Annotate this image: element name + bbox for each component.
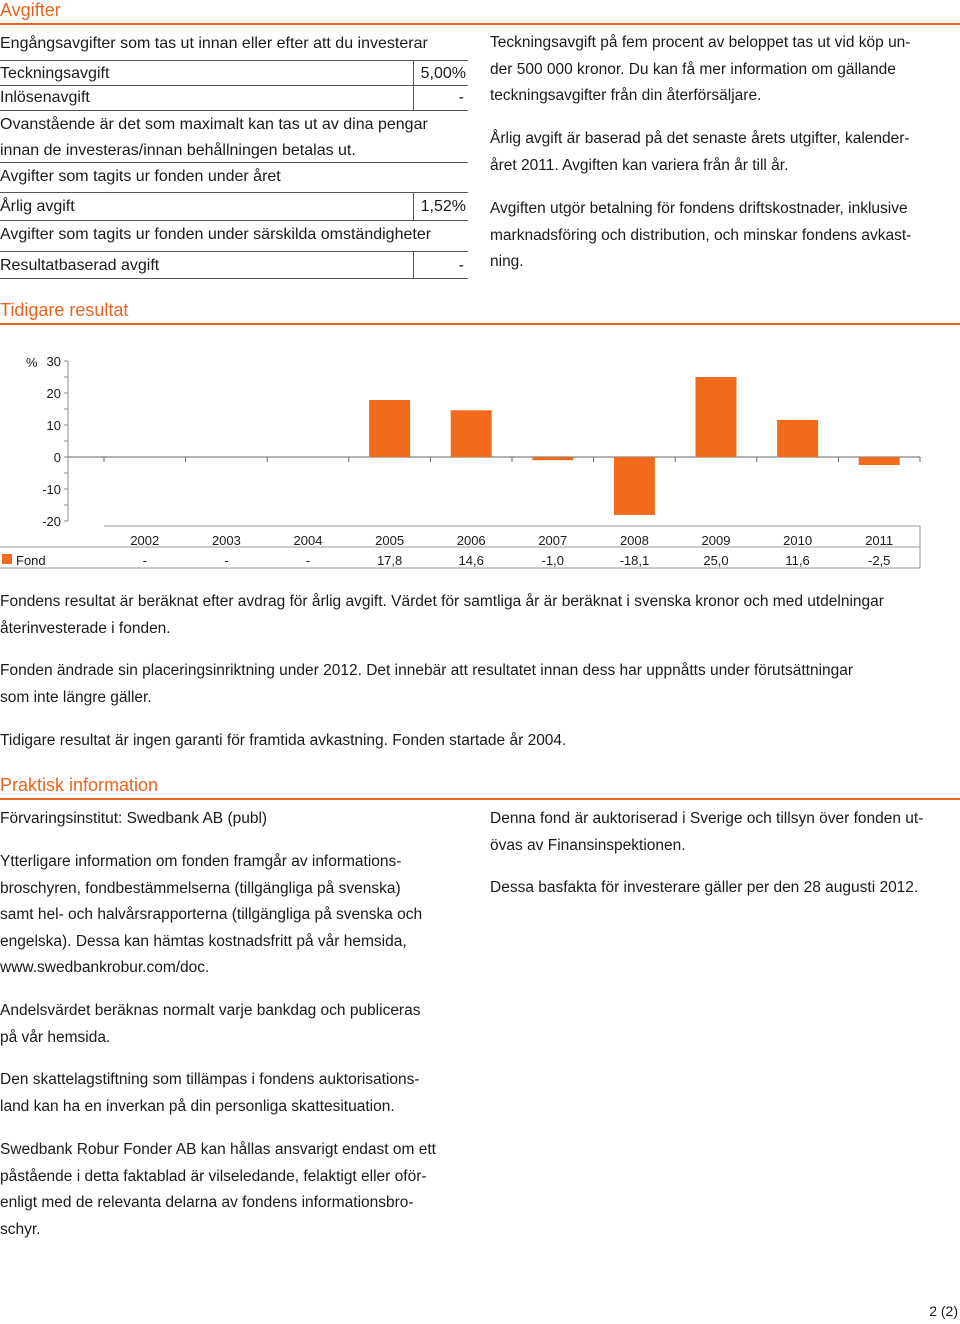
- value-label: -: [224, 553, 229, 568]
- text-line: marknadsföring och distribution, och minskar fondens avkast-: [490, 226, 912, 244]
- divider: [0, 110, 468, 111]
- y-axis-unit: %: [26, 355, 38, 370]
- note-line: innan de investeras/innan behållningen betalas ut.: [0, 142, 356, 159]
- bar-2011: [859, 457, 900, 465]
- bar-2010: [777, 420, 818, 457]
- fee-label: Resultatbaserad avgift: [0, 257, 160, 274]
- fee-row-annual: [0, 196, 468, 218]
- text-line: Swedbank Robur Fonder AB kan hållas ansvarigt endast om ett: [0, 1141, 436, 1158]
- text-line: engelska). Dessa kan hämtas kostnadsfritt på vår hemsida,: [0, 932, 407, 950]
- text-line: Årlig avgift är baserad på det senaste årets utgifter, kalender-: [490, 130, 910, 147]
- bar-2008: [614, 457, 655, 515]
- custodian-text: Förvaringsinstitut: Swedbank AB (publ): [0, 810, 268, 827]
- bar-2009: [696, 377, 737, 457]
- fee-explanation-costs: [490, 196, 911, 276]
- divider: [0, 278, 468, 279]
- year-label: 2011: [865, 533, 894, 548]
- fee-value: -: [458, 257, 464, 274]
- divider: [0, 162, 468, 163]
- performance-chart: [0, 340, 960, 580]
- value-label: -: [305, 553, 311, 568]
- year-label: 2005: [375, 533, 405, 548]
- fee-explanation-subscription: [490, 30, 910, 110]
- divider: [0, 192, 468, 193]
- divider: [0, 220, 468, 221]
- text-line: www.swedbankrobur.com/doc.: [0, 959, 210, 976]
- authorization-text: [490, 806, 923, 859]
- fee-row-subscription: [0, 63, 468, 85]
- fee-label: Teckningsavgift: [0, 65, 110, 82]
- value-label: -: [142, 553, 147, 568]
- year-label: 2003: [211, 533, 241, 548]
- text-line: ning.: [490, 253, 524, 270]
- yearly-fees-heading: Avgifter som tagits ur fonden under året: [0, 168, 281, 185]
- validity-text: Dessa basfakta för investerare gäller per den 28 augusti 2012.: [490, 879, 919, 896]
- year-label: 2007: [538, 533, 568, 548]
- more-info-text: [0, 849, 422, 982]
- section-rule: [0, 23, 960, 25]
- text-line: på vår hemsida.: [0, 1028, 111, 1046]
- divider: [0, 60, 468, 61]
- value-label: -2,5: [867, 553, 891, 568]
- text-line: teckningsavgifter från din återförsäljare.: [490, 87, 762, 104]
- legend-swatch: [2, 554, 12, 564]
- value-label: 25,0: [703, 553, 729, 568]
- y-tick-label: 10: [46, 418, 61, 433]
- text-line: samt hel- och halvårsrapporterna (tillgängliga på svenska och: [0, 906, 423, 923]
- divider: [413, 192, 414, 220]
- year-label: 2002: [130, 533, 160, 548]
- section-title-history: Tidigare resultat: [0, 300, 129, 320]
- value-label: -18,1: [619, 553, 650, 568]
- text-line: återinvesterade i fonden.: [0, 619, 171, 637]
- y-tick-label: -10: [42, 482, 61, 497]
- divider: [413, 251, 414, 278]
- fee-explanation-annual: [490, 126, 910, 179]
- bar-2005: [369, 400, 410, 457]
- oneoff-fees-heading: Engångsavgifter som tas ut innan eller efter att du investerar: [0, 35, 428, 52]
- fee-value: 5,00%: [420, 65, 466, 82]
- fee-row-redemption: [0, 87, 468, 109]
- year-label: 2009: [701, 533, 731, 548]
- section-rule: [0, 323, 960, 325]
- year-label: 2008: [619, 533, 649, 548]
- value-label: -1,0: [541, 553, 565, 568]
- text-line: enligt med de relevanta delarna av fondens informationsbro-: [0, 1194, 414, 1211]
- bar-2007: [532, 457, 573, 460]
- fee-label: Årlig avgift: [0, 198, 75, 215]
- max-fee-note: [0, 112, 468, 164]
- page-number: 2 (2): [929, 1303, 958, 1319]
- text-line: året 2011. Avgiften kan variera från år till år.: [490, 156, 789, 174]
- liability-text: [0, 1137, 436, 1243]
- text-line: Denna fond är auktoriserad i Sverige och tillsyn över fonden ut-: [490, 810, 924, 827]
- text-line: Avgiften utgör betalning för fondens driftskostnader, inklusive: [490, 200, 908, 217]
- fee-row-performance: [0, 255, 468, 277]
- text-line: schyr.: [0, 1220, 41, 1238]
- bar-2006: [451, 410, 492, 457]
- divider: [0, 85, 468, 86]
- value-label: 14,6: [458, 553, 484, 568]
- text-line: Andelsvärdet beräknas normalt varje bankdag och publiceras: [0, 1002, 421, 1019]
- y-tick-label: 0: [53, 450, 61, 465]
- y-tick-label: -20: [42, 514, 61, 529]
- text-line: Fonden ändrade sin placeringsinriktning under 2012. Det innebär att resultatet innan dess har uppnåtts under förutsättningar: [0, 662, 854, 679]
- special-fees-heading: Avgifter som tagits ur fonden under särskilda omständigheter: [0, 226, 432, 243]
- section-title-fees: Avgifter: [0, 0, 61, 20]
- value-label: 11,6: [785, 553, 810, 568]
- text-line: påstående i detta faktablad är vilseledande, felaktigt eller oför-: [0, 1167, 427, 1185]
- fee-label: Inlösenavgift: [0, 89, 90, 106]
- text-line: der 500 000 kronor. Du kan få mer information om gällande: [490, 60, 896, 78]
- text-line: övas av Finansinspektionen.: [490, 836, 686, 854]
- history-note-3: Tidigare resultat är ingen garanti för framtida avkastning. Fonden startade år 2004.: [0, 732, 567, 749]
- text-line: Teckningsavgift på fem procent av beloppet tas ut vid köp un-: [490, 34, 911, 51]
- section-rule: [0, 798, 960, 800]
- section-title-practical: Praktisk information: [0, 775, 159, 795]
- fee-value: -: [458, 89, 464, 106]
- value-label: 17,8: [376, 553, 403, 568]
- history-note-2: [0, 658, 853, 711]
- tax-text: [0, 1067, 420, 1120]
- y-tick-label: 20: [46, 386, 61, 401]
- text-line: som inte längre gäller.: [0, 688, 152, 706]
- history-note-1: [0, 589, 884, 642]
- text-line: land kan ha en inverkan på din personliga skattesituation.: [0, 1097, 395, 1115]
- year-label: 2004: [293, 533, 323, 548]
- y-tick-label: 30: [46, 354, 61, 369]
- legend-label: Fond: [16, 553, 46, 568]
- year-label: 2010: [783, 533, 813, 548]
- text-line: Ytterligare information om fonden framgår av informations-: [0, 853, 402, 870]
- note-line: Ovanstående är det som maximalt kan tas ut av dina pengar: [0, 116, 428, 133]
- text-line: Den skattelagstiftning som tillämpas i fondens auktorisations-: [0, 1071, 420, 1088]
- year-label: 2006: [456, 533, 486, 548]
- nav-text: [0, 998, 420, 1051]
- divider: [0, 251, 468, 252]
- fee-value: 1,52%: [420, 198, 466, 215]
- text-line: broschyren, fondbestämmelserna (tillgängliga på svenska): [0, 879, 401, 897]
- text-line: Fondens resultat är beräknat efter avdrag för årlig avgift. Värdet för samtliga år är beräknat i svenska kronor och med utdelningar: [0, 593, 884, 610]
